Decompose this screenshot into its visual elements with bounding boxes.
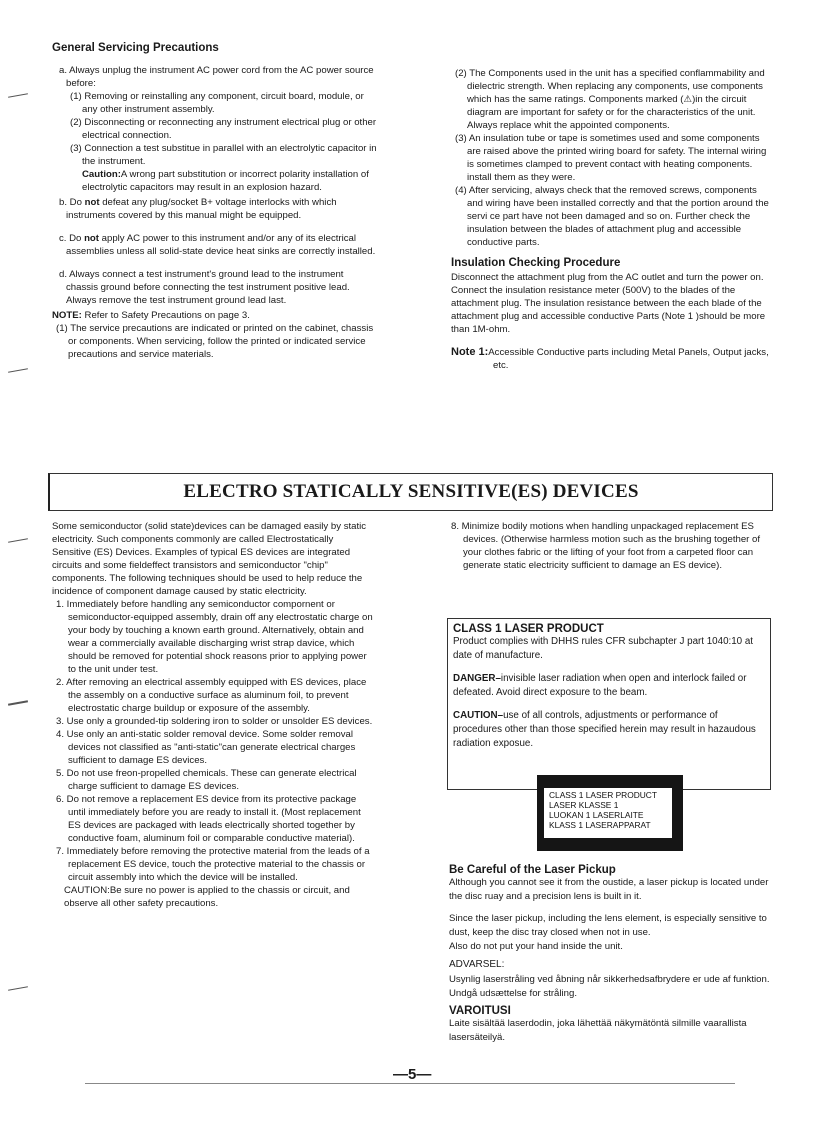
class1-laser-label (537, 775, 683, 851)
pickup-p1: Although you cannot see it from the oustide, a laser pickup is located under the disc ruay and a precision lens is built in it. (449, 877, 769, 902)
scan-mark (8, 538, 28, 542)
laser-complies: Product complies with DHHS rules CFR subchapter J part 1040:10 at date of manufacture. (453, 636, 754, 661)
pickup-p3: Also do not put your hand inside the unit. (449, 941, 623, 952)
varoitusi-title: VAROITUSI (449, 1005, 511, 1017)
es-item-1: 1. Immediately before handling any semiconductor compornent or semiconductor-equipped assembly, drain off any electrostatic charge on your body by touching a known earth ground. Alternatively, obtain and wear a commercially available discharging wrist strap davice, which should be removed for potential shock reasons prior to applying power to the unit under test. (56, 599, 373, 675)
note-text: Refer to Safety Precautions on page 3. (81, 310, 250, 321)
laser-product-box (447, 618, 771, 790)
class1-label-text: CLASS 1 LASER PRODUCT LASER KLASSE 1 LUOKAN 1 LASERLAITE KLASS 1 LASERAPPARAT (544, 788, 672, 838)
es-item-2: 2. After removing an electrical assembly equipped with ES devices, place the assembly on a conductive surface as aluminum foil, to prevent electrostatic charge buildup or exposure of the assembly. (56, 677, 367, 714)
general-servicing-section (52, 42, 378, 361)
laser-title: CLASS 1 LASER PRODUCT (453, 623, 604, 635)
safety-note (52, 309, 378, 322)
scan-mark (8, 368, 28, 372)
scan-mark (8, 93, 28, 97)
caution-text: A wrong part substitution or incorrect polarity installation of electrolytic capacitors may result in an explosion hazard. (82, 169, 369, 193)
advarsel-text: Usynlig laserstråling ved åbning når sikkerhedsafbrydere er ude af funktion. Undgå udsættelse for stråling. (449, 974, 770, 999)
precaution-d: d. Always connect a test instrument's ground lead to the instrument chassis ground before connecting the test instrument positive lead. Always remove the test instrument ground lead last. (59, 269, 350, 306)
precaution-b: b. Do not defeat any plug/socket B+ voltage interlocks with which instruments covered by this manual might be equipped. (59, 197, 337, 221)
precaution-a2: (2) Disconnecting or reconnecting any instrument electrical plug or other electrical connection. (70, 117, 377, 141)
es-devices-banner (48, 473, 773, 511)
precaution-a1: (1) Removing or reinstalling any component, circuit board, module, or any other instrument assembly. (70, 91, 364, 115)
caution-label: Caution: (82, 169, 121, 180)
laser-caution (453, 709, 765, 751)
varoitusi-text: Laite sisältää laserdodin, joka lähettää näkymätöntä silmille vaarallista lasersäteilyä. (449, 1018, 747, 1043)
pickup-p2: Since the laser pickup, including the lens element, is especially sensitive to dust, keep the disc tray closed when not in use. (449, 913, 767, 938)
laser-caution-label: CAUTION– (453, 710, 504, 721)
service-note-3: (3) An insulation tube or tape is sometimes used and some components are raised above the printed wiring board for safety. The internal wiring is sometimes clamped to prevent contact with heating components. install them as they were. (455, 133, 767, 183)
insulation-note (451, 346, 771, 372)
note-label: NOTE: (52, 310, 82, 321)
es-item-5: 5. Do not use freon-propelled chemicals. These can generate electrical charge sufficient to damage ES devices. (56, 768, 357, 792)
laser-caution-text: use of all controls, adjustments or performance of procedures other than those specified herein may result in hazaudous radiation exposue. (453, 710, 756, 749)
pickup-title: Be Careful of the Laser Pickup (449, 864, 616, 876)
es-item-4: 4. Use only an anti-static solder removal device. Some solder removal devices not classified as "anti-static"can generate electrical charges sufficient to damage ES devices. (56, 729, 356, 766)
note1-label: Note 1: (451, 346, 489, 358)
general-servicing-title: General Servicing Precautions (52, 42, 219, 54)
service-notes-right (451, 67, 771, 372)
insulation-text: Disconnect the attachment plug from the AC outlet and turn the power on. Connect the insulation resistance meter (500V) to the blades of the attachment plug. The insulation resistance between the each blade of the attachment plug and accessible conductive Parts (Note 1 )should be more than 1M-ohm. (451, 272, 766, 335)
es-intro: Some semiconductor (solid state)devices can be damaged easily by static electricity. Such components commonly are called Electrostatically Sensitive (ES) Devices. Examples of typical ES devices are integrated circuits and some fieldeffect transistors and semiconductor "chip" components. The following techniques should be used to help reduce the incidence of component damage caused by static electricity. (52, 521, 367, 597)
es-item-8-block (447, 520, 769, 572)
precaution-a: a. Always unplug the instrument AC power cord from the AC power source before: (59, 65, 374, 89)
es-item-3: 3. Use only a grounded-tip soldering iron to solder or unsolder ES devices. (56, 716, 373, 727)
scan-mark (8, 700, 28, 705)
bottom-rule (85, 1083, 735, 1084)
insulation-title: Insulation Checking Procedure (451, 257, 621, 269)
danger-label: DANGER– (453, 673, 501, 684)
es-item-8: 8. Minimize bodily motions when handling unpackaged replacement ES devices. (Otherwise harmless motion such as the brushing together of your clothes fabric or the lifting of your foot from a carpeted floor can generate static electricity sufficient to damage an ES device). (451, 521, 761, 571)
service-note-4: (4) After servicing, always check that the removed screws, components and wiring have been installed correctly and that the portion around the servi ce part have not been damaged and so on. Further check the insulation between the blades of attachment plug and accessible conductive parts. (455, 185, 769, 248)
es-item-6: 6. Do not remove a replacement ES device from its protective package until immediately before you are ready to install it. (Most replacement ES devices are packaged with leads electrically shorted together by conductive foam, aluminum foil or comparable conductive material). (56, 794, 361, 844)
scan-mark (8, 986, 28, 990)
note1-text: Accessible Conductive parts including Metal Panels, Output jacks, etc. (488, 347, 769, 371)
laser-danger (453, 672, 765, 700)
danger-text: invisible laser radiation when open and interlock failed or defeated. Avoid direct exposure to the beam. (453, 673, 747, 698)
banner-title: ELECTRO STATICALLY SENSITIVE(ES) DEVICES (183, 481, 639, 502)
service-note-2: (2) The Components used in the unit has a specified conflammability and dielectric strength. When replacing any components, use components which has the same ratings. Components marked (⚠)in the circuit diagram are important for safety or for the characteristics of the unit. Always replace whit the appointed components. (455, 68, 765, 131)
service-note-1: (1) The service precautions are indicated or printed on the cabinet, chassis or components. When servicing, follow the printed or indicated service precautions and service materials. (56, 323, 374, 360)
laser-pickup-section (449, 864, 771, 1045)
page-number: —5— (393, 1066, 432, 1083)
es-item-7: 7. Immediately before removing the protective material from the leads of a replacement ES device, touch the protective material to the chassis or circuit assembly into which the device will be installed. (56, 846, 370, 883)
capacitor-caution (52, 168, 378, 194)
es-item-7-caution: CAUTION:Be sure no power is applied to the chassis or circuit, and observe all other safety precautions. (64, 885, 350, 909)
precaution-a3: (3) Connection a test substitue in parallel with an electrolytic capacitor in the instrument. (70, 143, 377, 167)
precaution-c: c. Do not apply AC power to this instrument and/or any of its electrical assemblies unless all solid-state device heat sinks are correctly installed. (59, 233, 376, 257)
es-devices-section (52, 520, 374, 910)
advarsel-title: ADVARSEL: (449, 959, 505, 970)
